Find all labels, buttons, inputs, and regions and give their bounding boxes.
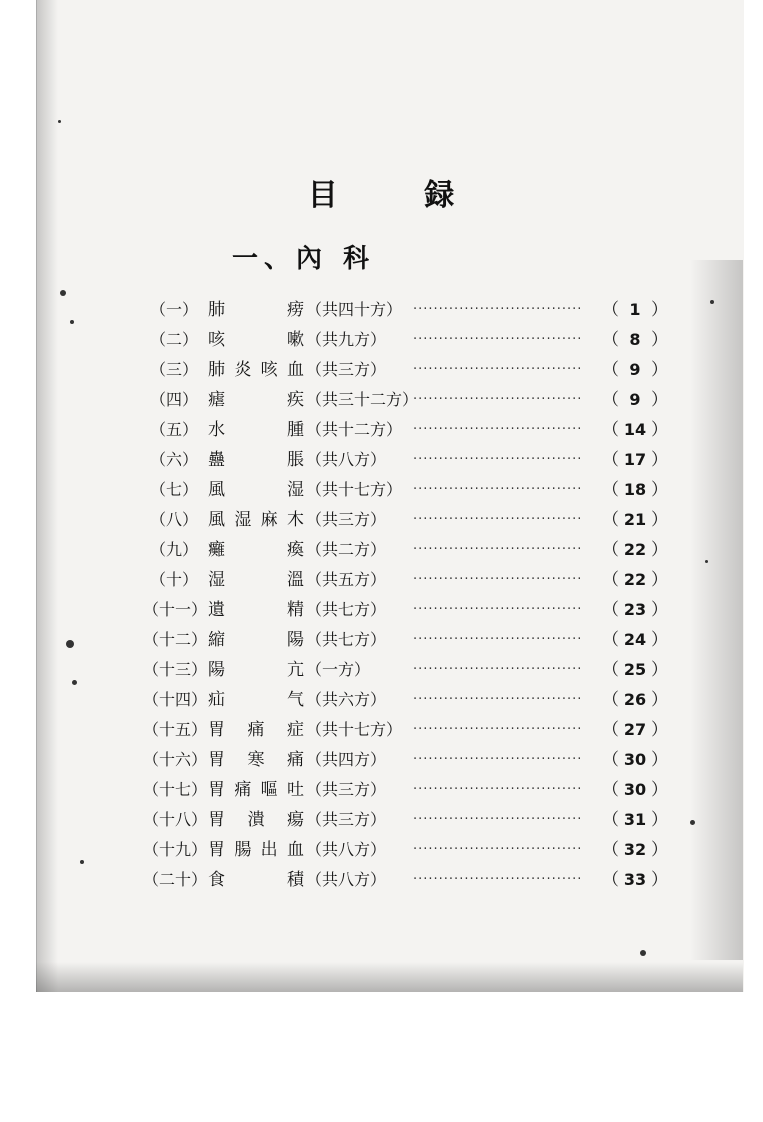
toc-page-paren-open: （: [602, 810, 619, 830]
toc-entry-page: 9: [629, 390, 641, 409]
scan-speck: [80, 860, 84, 864]
toc-dot-leader: ·································: [413, 722, 583, 737]
toc-page-paren-open: （: [602, 300, 619, 320]
scan-speck: [60, 290, 66, 296]
toc-dot-leader: ·································: [413, 572, 583, 587]
toc-entry: [143, 415, 668, 445]
page-shadow-bottom: [36, 962, 743, 992]
toc-entry-topic: 肺炎咳血: [208, 360, 304, 380]
toc-entry-topic: 胃腸出血: [208, 840, 304, 860]
toc-entry-number: （六）: [149, 450, 198, 469]
toc-entry-page: 32: [623, 840, 647, 859]
toc-page-paren-open: （: [602, 870, 619, 890]
toc-entry-topic: 胃 痛 症: [208, 720, 304, 740]
toc-entry-number: （十二）: [143, 630, 208, 649]
toc-page-paren-open: （: [602, 690, 619, 710]
toc-entry: [143, 355, 668, 385]
toc-entry-number: （十六）: [143, 750, 208, 769]
toc-entry-page: 30: [623, 780, 647, 799]
toc-page-paren-open: （: [602, 450, 619, 470]
toc-page-paren-close: ）: [651, 870, 668, 890]
scan-speck: [70, 320, 74, 324]
scan-speck: [710, 300, 714, 304]
toc-entry-number: （四）: [149, 390, 198, 409]
toc-entry-topic: 瘧 疾: [208, 390, 304, 410]
toc-entry-topic: 食 積: [208, 870, 304, 890]
toc-entry-page: 23: [623, 600, 647, 619]
toc-dot-leader: ·································: [413, 752, 583, 767]
toc-page-paren-close: ）: [651, 750, 668, 770]
toc-page-paren-open: （: [602, 660, 619, 680]
toc-entry-formula-count: （共七方）: [306, 630, 387, 649]
toc-page-paren-close: ）: [651, 780, 668, 800]
toc-page-paren-close: ）: [651, 690, 668, 710]
toc-dot-leader: ·································: [413, 482, 583, 497]
toc-entry-page: 17: [623, 450, 647, 469]
toc-entry-page: 26: [623, 690, 647, 709]
toc-page-paren-close: ）: [651, 630, 668, 650]
toc-entry: [143, 295, 668, 325]
toc-entry-formula-count: （共十七方）: [306, 720, 403, 739]
toc-entry-topic: 肺 痨: [208, 300, 304, 320]
toc-entry: [143, 505, 668, 535]
toc-page-paren-close: ）: [651, 840, 668, 860]
toc-entry-topic: 胃 寒 痛: [208, 750, 304, 770]
toc-page-paren-open: （: [602, 600, 619, 620]
toc-dot-leader: ·································: [413, 452, 583, 467]
toc-page-paren-close: ）: [651, 450, 668, 470]
toc-entry-topic: 胃 潰 瘍: [208, 810, 304, 830]
toc-dot-leader: ·································: [413, 692, 583, 707]
toc-entry-formula-count: （共二方）: [306, 540, 387, 559]
toc-entry-formula-count: （共十二方）: [306, 420, 403, 439]
toc-entry: [143, 655, 668, 685]
toc-dot-leader: ·································: [413, 872, 583, 887]
toc-entry-number: （二十）: [143, 870, 208, 889]
toc-entry-number: （十四）: [143, 690, 208, 709]
toc-entry: [143, 325, 668, 355]
toc-page-paren-close: ）: [651, 390, 668, 410]
toc-entry-page: 14: [623, 420, 647, 439]
toc-page-paren-close: ）: [651, 360, 668, 380]
section-heading: 一、內 科: [232, 244, 376, 274]
toc-entry-number: （十一）: [143, 600, 208, 619]
toc-entry: [143, 835, 668, 865]
toc-page-paren-close: ）: [651, 510, 668, 530]
toc-entry-number: （八）: [149, 510, 198, 529]
toc-page-paren-open: （: [602, 330, 619, 350]
toc-page-paren-open: （: [602, 840, 619, 860]
toc-page-paren-open: （: [602, 480, 619, 500]
toc-dot-leader: ·································: [413, 542, 583, 557]
toc-dot-leader: ·································: [413, 662, 583, 677]
toc-entry-page: 30: [623, 750, 647, 769]
toc-entry-formula-count: （共五方）: [306, 570, 387, 589]
toc-entry-number: （五）: [149, 420, 198, 439]
toc-entry: [143, 805, 668, 835]
toc-entry-page: 27: [623, 720, 647, 739]
toc-page-paren-close: ）: [651, 720, 668, 740]
toc-entry: [143, 595, 668, 625]
toc-entry-page: 1: [629, 300, 641, 319]
toc-page-paren-open: （: [602, 780, 619, 800]
toc-entry-topic: 湿 溫: [208, 570, 304, 590]
toc-page-paren-open: （: [602, 750, 619, 770]
toc-page-paren-close: ）: [651, 330, 668, 350]
toc-entry-formula-count: （共三十二方）: [306, 390, 419, 409]
page-shadow-left: [36, 0, 58, 992]
toc-entry: [143, 445, 668, 475]
toc-entry-page: 8: [629, 330, 641, 349]
toc-entry-topic: 風湿麻木: [208, 510, 304, 530]
toc-entry-page: 25: [623, 660, 647, 679]
toc-dot-leader: ·································: [413, 332, 583, 347]
toc-entry-number: （一）: [149, 300, 198, 319]
toc-entry-formula-count: （共八方）: [306, 870, 387, 889]
toc-dot-leader: ·································: [413, 302, 583, 317]
toc-entry-formula-count: （共三方）: [306, 780, 387, 799]
toc-page-paren-open: （: [602, 630, 619, 650]
toc-entry-page: 18: [623, 480, 647, 499]
toc-entry: [143, 745, 668, 775]
toc-page-paren-close: ）: [651, 570, 668, 590]
toc-page-paren-close: ）: [651, 420, 668, 440]
toc-entry-page: 22: [623, 570, 647, 589]
toc-entry-formula-count: （共九方）: [306, 330, 387, 349]
toc-entry-topic: 縮 陽: [208, 630, 304, 650]
toc-entry-page: 33: [623, 870, 647, 889]
toc-dot-leader: ·································: [413, 782, 583, 797]
toc-entry-topic: 水 腫: [208, 420, 304, 440]
scan-speck: [58, 120, 61, 123]
toc-entry: [143, 385, 668, 415]
toc-entry-page: 24: [623, 630, 647, 649]
toc-entry-formula-count: （共七方）: [306, 600, 387, 619]
toc-entry-number: （十七）: [143, 780, 208, 799]
toc-entry-page: 9: [629, 360, 641, 379]
toc-entry-page: 21: [623, 510, 647, 529]
toc-entry-number: （十八）: [143, 810, 208, 829]
toc-entry-formula-count: （共三方）: [306, 510, 387, 529]
page-shadow-right: [690, 260, 743, 960]
toc-entry-number: （七）: [149, 480, 198, 499]
toc-page-paren-close: ）: [651, 480, 668, 500]
toc-entry-formula-count: （一方）: [306, 660, 371, 679]
toc-dot-leader: ·································: [413, 632, 583, 647]
toc-page-paren-close: ）: [651, 300, 668, 320]
toc-entry-formula-count: （共三方）: [306, 810, 387, 829]
toc-entry: [143, 685, 668, 715]
toc-entry: [143, 475, 668, 505]
toc-entry-page: 31: [623, 810, 647, 829]
toc-entry: [143, 535, 668, 565]
toc-page-paren-close: ）: [651, 600, 668, 620]
toc-entry-number: （十五）: [143, 720, 208, 739]
toc-page-paren-open: （: [602, 420, 619, 440]
toc-entry-formula-count: （共三方）: [306, 360, 387, 379]
toc-page-paren-close: ）: [651, 540, 668, 560]
page-title: 目 録: [307, 178, 493, 213]
toc-entry: [143, 715, 668, 745]
toc-dot-leader: ·································: [413, 362, 583, 377]
toc-dot-leader: ·································: [413, 392, 583, 407]
toc-entry: [143, 625, 668, 655]
toc-entry-topic: 疝 气: [208, 690, 304, 710]
toc-page-paren-open: （: [602, 360, 619, 380]
toc-dot-leader: ·································: [413, 422, 583, 437]
toc-dot-leader: ·································: [413, 842, 583, 857]
toc-entry-formula-count: （共四十方）: [306, 300, 403, 319]
toc-page-paren-open: （: [602, 510, 619, 530]
scan-speck: [690, 820, 695, 825]
toc-entry-topic: 風 湿: [208, 480, 304, 500]
toc-page-paren-open: （: [602, 720, 619, 740]
toc-entry-topic: 陽 亢: [208, 660, 304, 680]
scan-speck: [640, 950, 646, 956]
toc-entry-number: （十九）: [143, 840, 208, 859]
toc-entry: [143, 565, 668, 595]
toc-page-paren-close: ）: [651, 810, 668, 830]
toc-entry-number: （十）: [149, 570, 198, 589]
toc-entry-formula-count: （共十七方）: [306, 480, 403, 499]
toc-entry-topic: 胃痛嘔吐: [208, 780, 304, 800]
toc-entry-page: 22: [623, 540, 647, 559]
toc-entry-formula-count: （共八方）: [306, 450, 387, 469]
toc-entry-number: （二）: [149, 330, 198, 349]
table-of-contents: [143, 295, 668, 895]
scan-speck: [705, 560, 708, 563]
toc-entry: [143, 775, 668, 805]
toc-entry-formula-count: （共八方）: [306, 840, 387, 859]
toc-dot-leader: ·································: [413, 602, 583, 617]
toc-entry-formula-count: （共四方）: [306, 750, 387, 769]
toc-entry-topic: 癱 瘓: [208, 540, 304, 560]
toc-page-paren-open: （: [602, 540, 619, 560]
scan-speck: [72, 680, 77, 685]
toc-entry: [143, 865, 668, 895]
toc-entry-topic: 遺 精: [208, 600, 304, 620]
toc-entry-topic: 蠱 脹: [208, 450, 304, 470]
toc-entry-number: （十三）: [143, 660, 208, 679]
toc-entry-topic: 咳 嗽: [208, 330, 304, 350]
toc-page-paren-open: （: [602, 390, 619, 410]
toc-dot-leader: ·································: [413, 812, 583, 827]
toc-page-paren-open: （: [602, 570, 619, 590]
toc-entry-number: （三）: [149, 360, 198, 379]
toc-page-paren-close: ）: [651, 660, 668, 680]
toc-entry-number: （九）: [149, 540, 198, 559]
scan-speck: [66, 640, 74, 648]
toc-dot-leader: ·································: [413, 512, 583, 527]
toc-entry-formula-count: （共六方）: [306, 690, 387, 709]
